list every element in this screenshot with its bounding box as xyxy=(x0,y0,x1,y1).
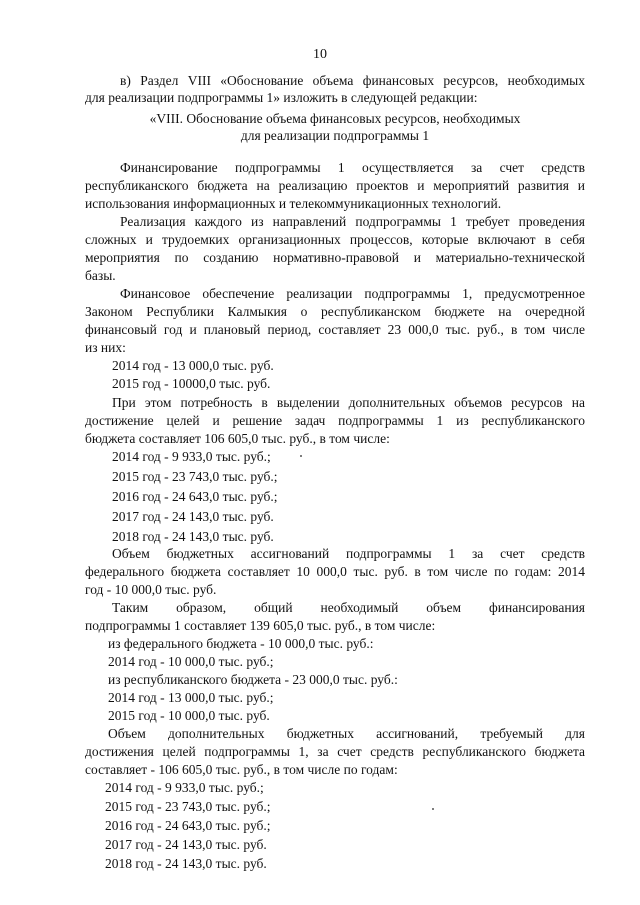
paragraph-line: подпрограммы 1 составляет 139 605,0 тыс. руб., в том числе: xyxy=(85,618,436,633)
paragraph-line: Финансовое обеспечение реализации подпрограммы 1, предусмотренное xyxy=(120,286,585,301)
section-title-line: для реализации подпрограммы 1 xyxy=(240,128,430,143)
list-item: 2014 год - 13 000,0 тыс. руб.; xyxy=(108,690,274,705)
paragraph-line: достижение целей и решение задач подпрограммы 1 из республиканского xyxy=(85,413,585,428)
list-item: 2014 год - 9 933,0 тыс. руб.; xyxy=(105,780,264,795)
paragraph-line: Реализация каждого из направлений подпрограммы 1 требует проведения xyxy=(120,214,585,229)
list-item: 2015 год - 23 743,0 тыс. руб.; xyxy=(105,799,271,814)
list-item: 2018 год - 24 143,0 тыс. руб. xyxy=(105,856,267,871)
list-item: из республиканского бюджета - 23 000,0 тыс. руб.: xyxy=(108,672,398,687)
list-item: 2014 год - 10 000,0 тыс. руб.; xyxy=(108,654,274,669)
list-item: 2015 год - 23 743,0 тыс. руб.; xyxy=(112,469,278,484)
intro-line: для реализации подпрограммы 1» изложить в следующей редакции: xyxy=(85,90,478,105)
paragraph-line: год - 10 000,0 тыс. руб. xyxy=(85,582,217,597)
paragraph-line: из них: xyxy=(85,340,126,355)
list-item: 2014 год - 13 000,0 тыс. руб. xyxy=(112,358,274,373)
paragraph-line: республиканского бюджета на реализацию проектов и мероприятий развития и xyxy=(85,178,585,193)
paragraph-line: достижения целей подпрограммы 1, за счет средств республиканского бюджета xyxy=(85,744,585,759)
paragraph-line: бюджета составляет 106 605,0 тыс. руб., в том числе: xyxy=(85,431,390,446)
list-item: 2017 год - 24 143,0 тыс. руб. xyxy=(105,837,267,852)
list-item: 2018 год - 24 143,0 тыс. руб. xyxy=(112,529,274,544)
list-item: из федерального бюджета - 10 000,0 тыс. руб.: xyxy=(108,636,374,651)
paragraph-line: Законом Республики Калмыкия о республиканском бюджете на очередной xyxy=(85,304,585,319)
list-item: 2016 год - 24 643,0 тыс. руб.; xyxy=(105,818,271,833)
paragraph-line: финансовый год и плановый период, составляет 23 000,0 тыс. руб., в том числе xyxy=(85,322,585,337)
paragraph-line: При этом потребность в выделении дополнительных объемов ресурсов на xyxy=(112,395,585,410)
paragraph-line: сложных и трудоемких организационных процессов, которые включают в себя xyxy=(85,232,585,247)
list-item: 2014 год - 9 933,0 тыс. руб.; xyxy=(112,449,271,464)
paragraph-line: Объем дополнительных бюджетных ассигнований, требуемый для xyxy=(108,726,585,741)
paragraph-line: Объем бюджетных ассигнований подпрограммы 1 за счет средств xyxy=(112,546,585,561)
paragraph-line: мероприятия по созданию нормативно-правовой и материально-технической xyxy=(85,250,585,265)
page-number: 10 xyxy=(313,47,327,62)
paragraph-line: составляет - 106 605,0 тыс. руб., в том числе по годам: xyxy=(85,762,398,777)
paragraph-line: базы. xyxy=(85,268,116,283)
paragraph-line: Таким образом, общий необходимый объем финансирования xyxy=(112,600,585,615)
list-item: 2017 год - 24 143,0 тыс. руб. xyxy=(112,509,274,524)
list-item: 2016 год - 24 643,0 тыс. руб.; xyxy=(112,489,278,504)
scan-speck xyxy=(432,808,434,810)
section-title-line: «VIII. Обоснование объема финансовых ресурсов, необходимых xyxy=(149,111,521,126)
scan-speck xyxy=(300,455,302,457)
list-item: 2015 год - 10000,0 тыс. руб. xyxy=(112,376,271,391)
paragraph-line: использования информационных и телекоммуникационных технологий. xyxy=(85,196,502,211)
intro-line: в) Раздел VIII «Обоснование объема финансовых ресурсов, необходимых xyxy=(120,73,585,88)
paragraph-line: федерального бюджета составляет 10 000,0 тыс. руб. в том числе по годам: 2014 xyxy=(85,564,585,579)
paragraph-line: Финансирование подпрограммы 1 осуществляется за счет средств xyxy=(120,160,585,175)
list-item: 2015 год - 10 000,0 тыс. руб. xyxy=(108,708,270,723)
